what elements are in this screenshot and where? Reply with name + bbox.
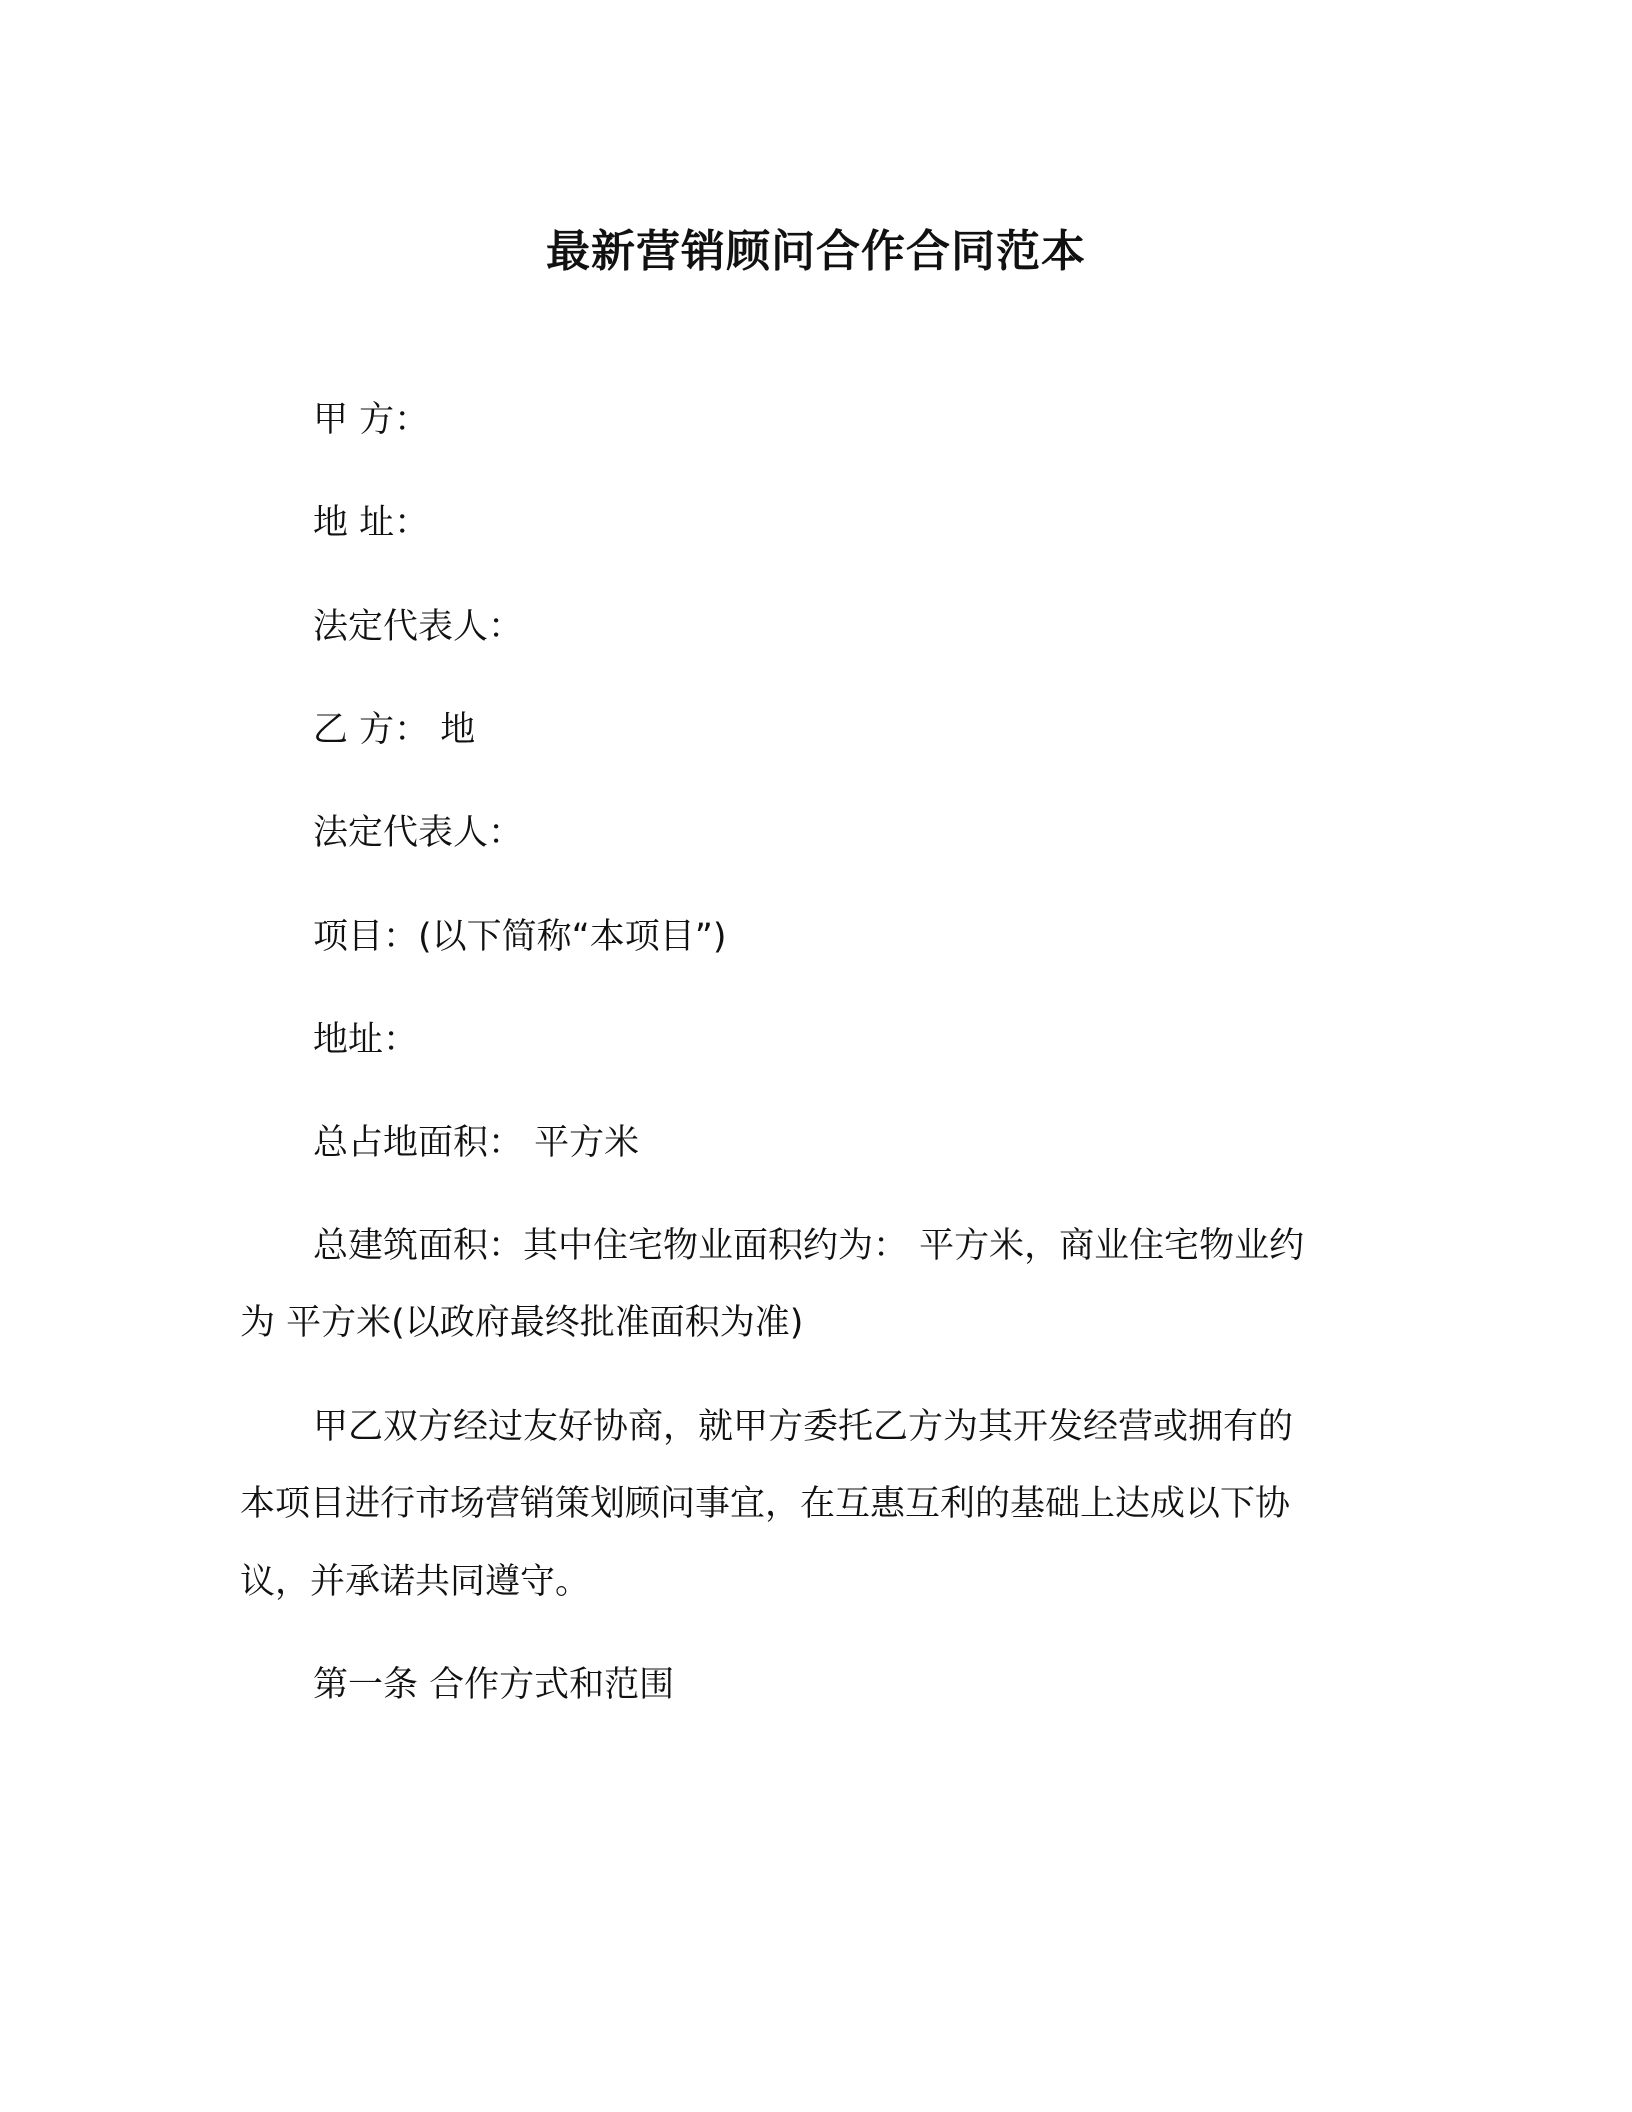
party-a-legal-rep-label: 法定代表人： xyxy=(313,607,524,647)
document-title: 最新营销顾问合作合同范本 xyxy=(546,226,1086,277)
project-address-label: 地址： xyxy=(313,1020,419,1060)
article-1-heading: 第一条 合作方式和范围 xyxy=(313,1665,675,1705)
agreement-line-2: 本项目进行市场营销策划顾问事宜，在互惠互利的基础上达成以下协 xyxy=(240,1484,1291,1524)
building-area-line-1: 总建筑面积：其中住宅物业面积约为： 平方米，商业住宅物业约 xyxy=(313,1226,1305,1266)
agreement-line-3: 议，并承诺共同遵守。 xyxy=(240,1562,591,1602)
party-b-label: 乙 方： 地 xyxy=(313,710,476,750)
party-a-address-label: 地 址： xyxy=(313,503,430,543)
party-a-label: 甲 方： xyxy=(313,400,430,440)
agreement-line-1: 甲乙双方经过友好协商，就甲方委托乙方为其开发经营或拥有的 xyxy=(313,1407,1294,1447)
building-area-line-2: 为 平方米(以政府最终批准面积为准) xyxy=(240,1303,804,1343)
project-label: 项目：(以下简称“本项目”) xyxy=(313,917,727,957)
total-land-area-label: 总占地面积： 平方米 xyxy=(313,1123,640,1163)
party-b-legal-rep-label: 法定代表人： xyxy=(313,813,524,853)
